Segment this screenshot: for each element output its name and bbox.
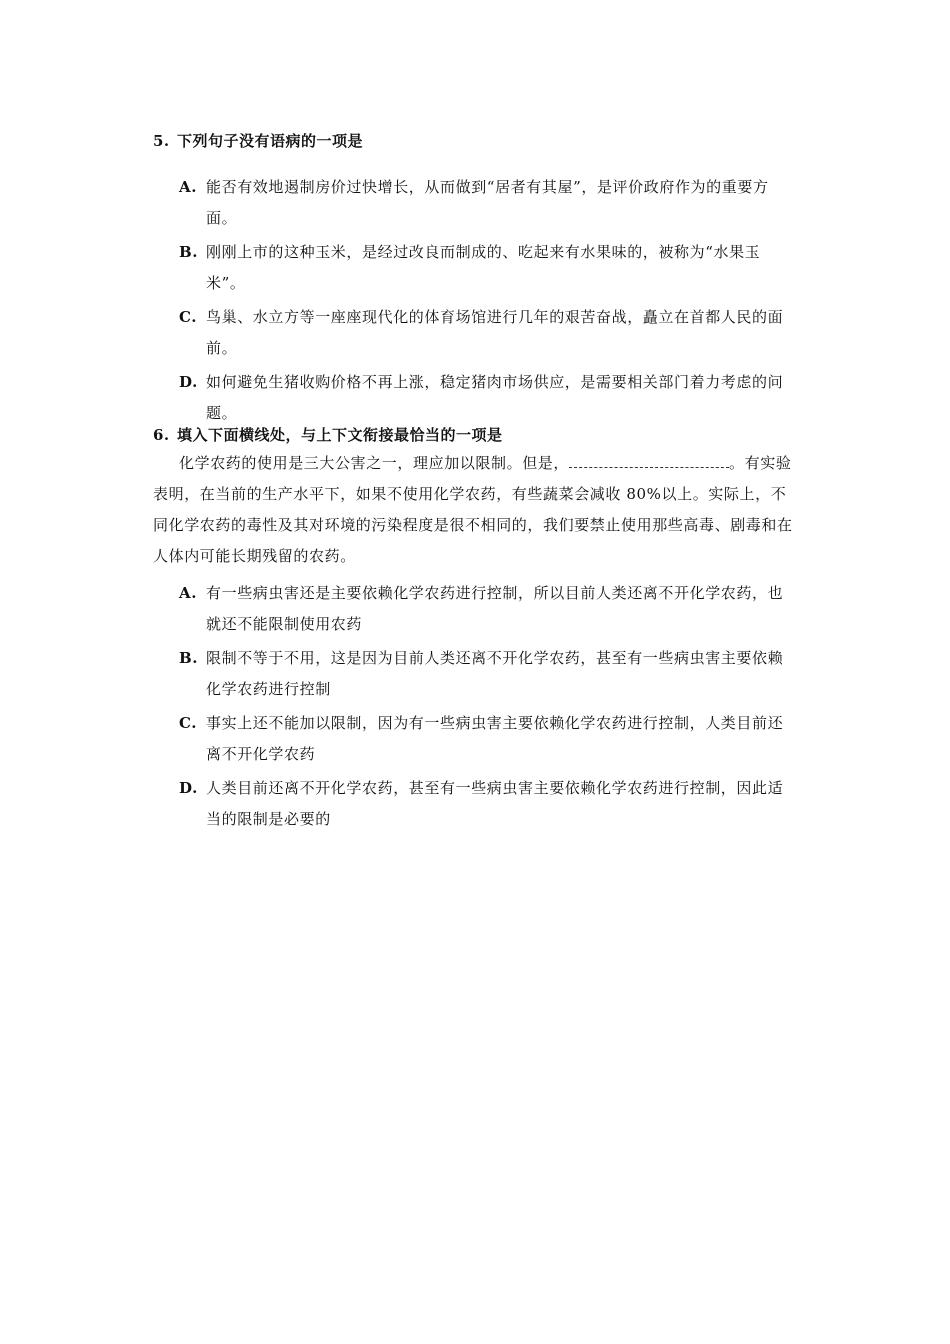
option-text: 鸟巢、水立方等一座座现代化的体育场馆进行几年的艰苦奋战，矗立在首都人民的面前。	[206, 308, 784, 357]
option-text: 限制不等于不用，这是因为目前人类还离不开化学农药，甚至有一些病虫害主要依赖化学农药进行控制	[206, 649, 784, 698]
question-5-number: 5.	[153, 132, 170, 150]
fill-in-blank	[569, 453, 729, 468]
question-5-title	[153, 130, 793, 152]
option-letter: B.	[179, 649, 199, 667]
question-5-option-b	[153, 237, 793, 299]
option-letter: D.	[179, 373, 198, 391]
question-5-option-a	[153, 172, 793, 234]
option-letter: A.	[179, 584, 198, 602]
question-5-option-c	[153, 302, 793, 364]
question-6-option-d	[153, 773, 793, 835]
passage-before-blank: 化学农药的使用是三大公害之一，理应加以限制。但是，	[179, 454, 570, 472]
question-6	[153, 424, 793, 838]
option-text: 如何避免生猪收购价格不再上涨，稳定猪肉市场供应，是需要相关部门着力考虑的问题。	[206, 373, 784, 422]
option-text: 人类目前还离不开化学农药，甚至有一些病虫害主要依赖化学农药进行控制，因此适当的限制是必要的	[206, 779, 784, 828]
option-letter: B.	[179, 243, 199, 261]
question-6-passage	[153, 448, 793, 572]
option-text: 能否有效地遏制房价过快增长，从而做到“居者有其屋”，是评价政府作为的重要方面。	[206, 178, 769, 227]
question-5-option-d	[153, 367, 793, 429]
option-letter: C.	[179, 714, 198, 732]
option-letter: D.	[179, 779, 198, 797]
question-6-number: 6.	[153, 426, 170, 444]
question-6-stem: 填入下面横线处，与上下文衔接最恰当的一项是	[177, 426, 503, 444]
option-letter: A.	[179, 178, 198, 196]
passage-after-blank: 。有实验表明，在当前的生产水平下，如果不使用化学农药，有些蔬菜会减收 80%以上。实际上，不同化学农药的毒性及其对环境的污染程度是很不相同的，我们要禁止使用那些高毒、剧毒和在人体内可能长期残留的农药。	[153, 454, 793, 565]
question-6-option-b	[153, 643, 793, 705]
option-text: 刚刚上市的这种玉米，是经过改良而制成的、吃起来有水果味的，被称为“水果玉米”。	[206, 243, 761, 292]
question-5	[153, 130, 793, 432]
question-6-title	[153, 424, 793, 446]
question-6-option-c	[153, 708, 793, 770]
question-6-option-a	[153, 578, 793, 640]
option-text: 事实上还不能加以限制，因为有一些病虫害主要依赖化学农药进行控制，人类目前还离不开化学农药	[206, 714, 784, 763]
option-text: 有一些病虫害还是主要依赖化学农药进行控制，所以目前人类还离不开化学农药，也就还不能限制使用农药	[206, 584, 784, 633]
question-5-stem: 下列句子没有语病的一项是	[177, 132, 364, 150]
option-letter: C.	[179, 308, 198, 326]
